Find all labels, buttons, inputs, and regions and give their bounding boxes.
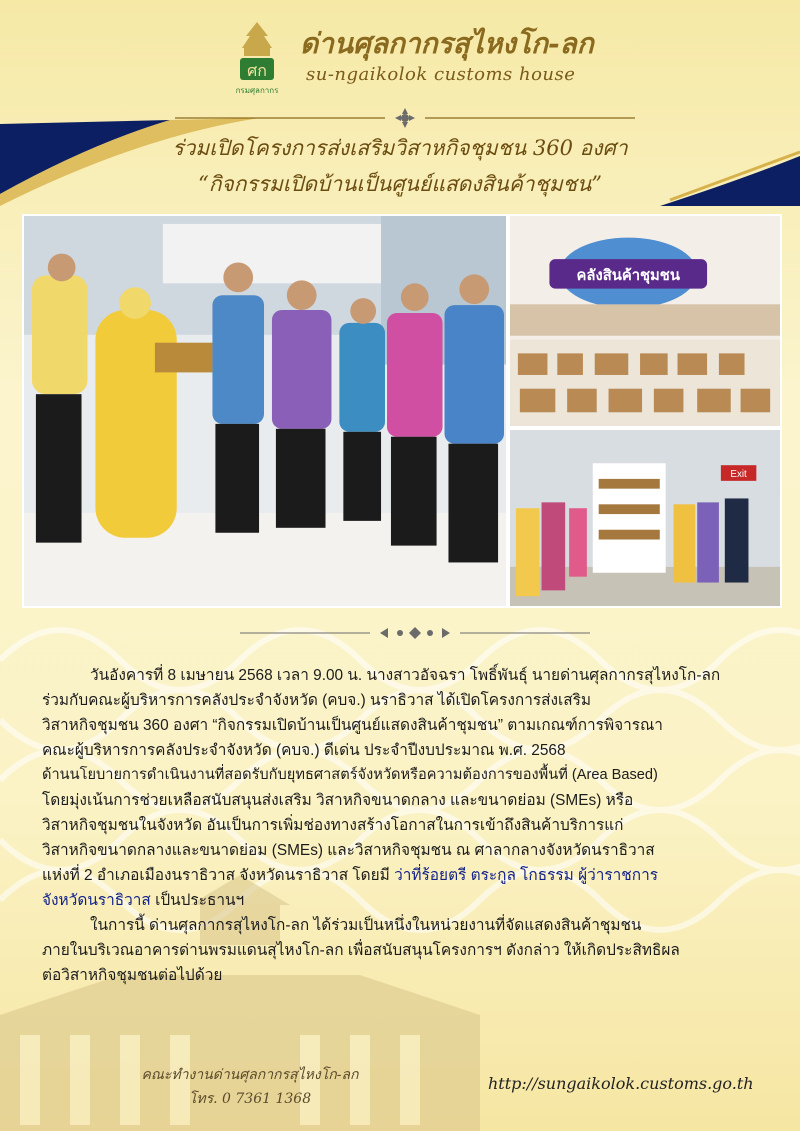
article-body — [42, 663, 762, 988]
governor-name: ว่าที่ร้อยตรี ตระกูล โกธรรม ผู้ว่าราชการ — [394, 867, 658, 884]
body-line: วันอังคารที่ 8 เมษายน 2568 เวลา 9.00 น. นางสาวอัจฉรา โพธิ์พันธุ์ นายด่านศุลกากรสุไหงโก-ลก — [90, 667, 721, 684]
header-divider — [175, 108, 635, 128]
body-line: วิสาหกิจชุมชน 360 องศา “กิจกรรมเปิดบ้านเป็นศูนย์แสดงสินค้าชุมชน” ตามเกณฑ์การพิจารณา — [42, 717, 663, 734]
shop-sign-text: คลังสินค้าชุมชน — [576, 266, 680, 284]
province-name: จังหวัดนราธิวาส — [42, 892, 151, 909]
logo-caption: กรมศุลกากร — [235, 86, 279, 95]
website-url[interactable]: http://sungaikolok.customs.go.th — [488, 1074, 754, 1093]
group-photo — [22, 214, 508, 608]
svg-text:ศก: ศก — [247, 61, 267, 80]
body-line: วิสาหกิจขนาดกลางและขนาดย่อม (SMEs) และวิสาหกิจชุมชน ณ ศาลากลางจังหวัดนราธิวาส — [42, 842, 655, 859]
body-line — [42, 888, 762, 913]
body-line: โดยมุ่งเน้นการช่วยเหลือสนับสนุนส่งเสริม วิสาหกิจขนาดกลาง และขนาดย่อม (SMEs) หรือ — [42, 792, 634, 809]
body-line — [42, 863, 762, 888]
body-line: ในการนี้ ด่านศุลกากรสุไหงโก-ลก ได้ร่วมเป็นหนึ่งในหน่วยงานที่จัดแสดงสินค้าชุมชน — [90, 917, 642, 934]
booth-photo — [508, 428, 782, 608]
body-line: คณะผู้บริหารการคลังประจำจังหวัด (คบจ.) ดีเด่น ประจำปีงบประมาณ พ.ศ. 2568 — [42, 742, 566, 759]
headline-line-1: ร่วมเปิดโครงการส่งเสริมวิสาหกิจชุมชน 360 องศา — [172, 136, 628, 160]
body-line-part: แห่งที่ 2 อำเภอเมืองนราธิวาส จังหวัดนราธิวาส โดยมี — [42, 867, 395, 884]
headline-line-2: “กิจกรรมเปิดบ้านเป็นศูนย์แสดงสินค้าชุมชน” — [197, 172, 603, 196]
exit-sign-text: Exit — [730, 468, 747, 480]
body-line: ด้านนโยบายการดำเนินงานที่สอดรับกับยุทธศาสตร์จังหวัดหรือความต้องการของพื้นที่ (Area Based) — [42, 767, 658, 783]
community-shop-photo — [508, 214, 782, 428]
customs-department-logo — [228, 20, 286, 94]
office-name-thai: ด่านศุลกากรสุไหงโก-ลก — [300, 27, 594, 60]
footer-credit: คณะทำงานด่านศุลกากรสุไหงโก-ลก — [141, 1067, 359, 1083]
body-line: ภายในบริเวณอาคารด่านพรมแดนสุไหงโก-ลก เพื่อสนับสนุนโครงการฯ ดังกล่าว ให้เกิดประสิทธิผล — [42, 942, 680, 959]
office-name-english: su-ngaikolok customs house — [306, 64, 576, 85]
body-line: วิสาหกิจชุมชนในจังหวัด อันเป็นการเพิ่มช่องทางสร้างโอกาสในการเข้าถึงสินค้าบริการแก่ — [42, 817, 624, 834]
ornament-divider — [240, 624, 590, 642]
footer-phone: โทร. 0 7361 1368 — [188, 1091, 312, 1107]
body-line: ร่วมกับคณะผู้บริหารการคลังประจำจังหวัด (คบจ.) นราธิวาส ได้เปิดโครงการส่งเสริม — [42, 692, 592, 709]
body-line: ต่อวิสาหกิจชุมชนต่อไปด้วย — [42, 967, 223, 984]
body-line-part: เป็นประธานฯ — [150, 892, 245, 909]
